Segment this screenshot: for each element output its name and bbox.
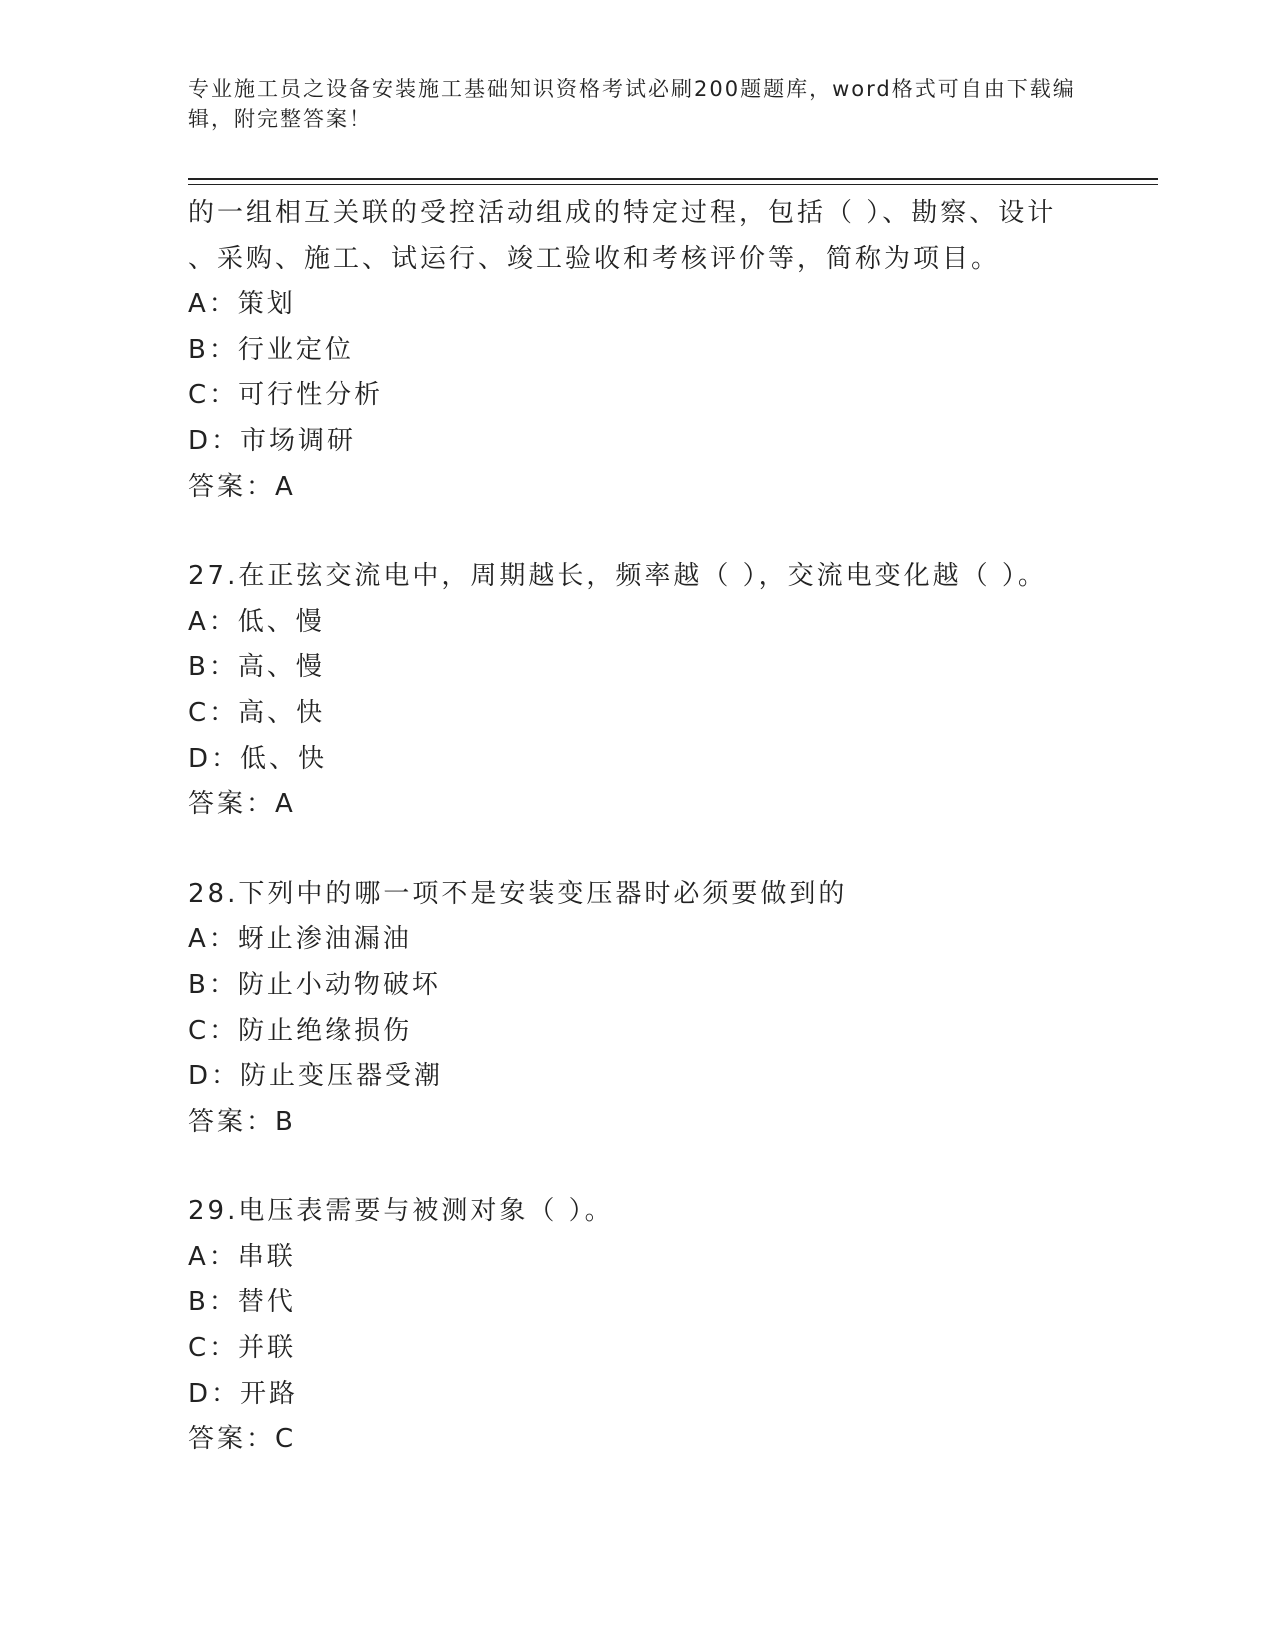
option-b: B：防止小动物破坏 <box>188 969 441 1000</box>
answer: 答案：C <box>188 1424 297 1455</box>
answer: 答案：A <box>188 789 296 820</box>
option-a: A：低、慢 <box>188 606 325 637</box>
question-28 <box>188 872 1188 1146</box>
header-divider-thin <box>188 184 1158 185</box>
option-c: C：并联 <box>188 1333 297 1364</box>
spacer <box>188 1145 1188 1189</box>
question-stem: 27.在正弦交流电中，周期越长，频率越（ ），交流电变化越（ ）。 <box>188 561 1047 592</box>
question-stem: 28.下列中的哪一项不是安装变压器时必须要做到的 <box>188 878 848 909</box>
option-c: C：可行性分析 <box>188 380 384 411</box>
question-29 <box>188 1189 1188 1463</box>
spacer <box>188 510 1188 554</box>
question-27 <box>188 554 1188 828</box>
question-stem-line: 、采购、施工、试运行、竣工验收和考核评价等，简称为项目。 <box>188 243 1001 274</box>
option-a: A：策划 <box>188 289 296 320</box>
option-a: A：蚜止渗油漏油 <box>188 924 412 955</box>
question-26-continued <box>188 191 1188 510</box>
question-stem: 29.电压表需要与被测对象（ ）。 <box>188 1196 614 1227</box>
option-c: C：高、快 <box>188 697 326 728</box>
option-a: A：串联 <box>188 1241 296 1272</box>
spacer <box>188 828 1188 872</box>
option-d: D：低、快 <box>188 743 328 774</box>
answer: 答案：A <box>188 471 296 502</box>
option-d: D：开路 <box>188 1378 299 1409</box>
question-list <box>188 191 1188 1463</box>
option-b: B：行业定位 <box>188 334 354 365</box>
option-b: B：替代 <box>188 1287 296 1318</box>
document-header: 专业施工员之设备安装施工基础知识资格考试必刷200题题库，word格式可自由下载编辑，附完整答案！ <box>188 77 1076 131</box>
option-d: D：市场调研 <box>188 425 357 456</box>
answer: 答案：B <box>188 1106 296 1137</box>
option-c: C：防止绝缘损伤 <box>188 1015 413 1046</box>
question-stem-line: 的一组相互关联的受控活动组成的特定过程，包括（ ）、勘察、设计 <box>188 198 1057 228</box>
header-divider-thick <box>188 178 1158 180</box>
option-d: D：防止变压器受潮 <box>188 1061 444 1092</box>
option-b: B：高、慢 <box>188 652 325 683</box>
